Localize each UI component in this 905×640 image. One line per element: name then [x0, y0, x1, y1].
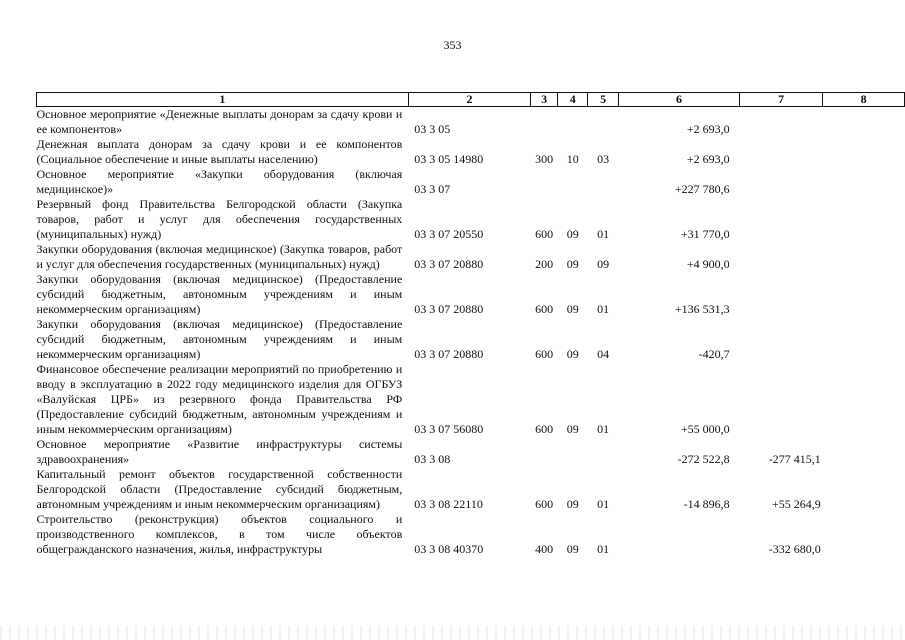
row-col8-cell [823, 107, 905, 138]
row-col5-cell [588, 107, 618, 138]
table-row [37, 512, 905, 557]
row-col8-cell [823, 197, 905, 242]
row-col3-cell [531, 167, 558, 197]
row-col8-cell [823, 272, 905, 317]
row-col8-cell [823, 512, 905, 557]
header-row [37, 93, 905, 107]
row-code-cell: 03 3 08 22110 [414, 497, 483, 511]
row-col5-cell: 01 [597, 227, 610, 241]
row-name-cell: Денежная выплата донорам за сдачу крови и ее компонентов (Социальное обеспечение и иные выплаты населению) [36, 137, 403, 166]
budget-table [36, 92, 905, 557]
row-col5-cell: 01 [597, 497, 610, 511]
row-col3-cell: 600 [535, 347, 554, 361]
row-col7-cell [740, 137, 823, 167]
row-col3-cell: 200 [535, 257, 554, 271]
header-col-5: 5 [588, 93, 618, 107]
row-col4-cell: 09 [566, 347, 579, 361]
header-col-2: 2 [408, 93, 531, 107]
row-col5-cell: 04 [597, 347, 610, 361]
row-col3-cell: 600 [535, 227, 554, 241]
scan-noise [0, 626, 905, 640]
table-row [37, 272, 905, 317]
row-col4-cell [558, 167, 588, 197]
row-col3-cell: 600 [535, 497, 554, 511]
row-col7-cell: -277 415,1 [768, 452, 821, 466]
row-code-cell: 03 3 07 20880 [414, 257, 484, 271]
row-col3-cell [531, 437, 558, 467]
row-col4-cell: 09 [566, 542, 579, 556]
row-name-cell: Капитальный ремонт объектов государственной собственности Белгородской области (Предоставление субсидий бюджетным, автономным учреждениям и иным некоммерческим организациям) [36, 467, 403, 511]
row-code-cell: 03 3 05 14980 [414, 152, 484, 166]
row-col6-cell: -272 522,8 [677, 452, 730, 466]
header-col-4: 4 [558, 93, 588, 107]
row-col8-cell [823, 242, 905, 272]
row-name-cell: Закупки оборудования (включая медицинское) (Предоставление субсидий бюджетным, автономным учреждениям и иным некоммерческим организациям) [36, 272, 403, 316]
row-col4-cell: 09 [566, 422, 579, 436]
row-col4-cell: 09 [566, 227, 579, 241]
row-name-cell: Финансовое обеспечение реализации мероприятий по приобретению и вводу в эксплуатацию в 2022 году медицинского изделия для ОГБУЗ «Валуйская ЦРБ» из резервного фонда Правительства РФ (Предоставление субсидий бюджетным, автономным учреждениям и иным некоммерческим организациям) [36, 362, 403, 436]
row-col7-cell [740, 362, 823, 437]
table-row [37, 467, 905, 512]
row-col4-cell: 09 [566, 257, 579, 271]
table-row [37, 362, 905, 437]
row-col4-cell: 10 [566, 152, 579, 166]
row-col8-cell [823, 437, 905, 467]
row-name-cell: Резервный фонд Правительства Белгородской области (Закупка товаров, работ и услуг для обеспечения государственных (муниципальных) нужд) [36, 197, 403, 241]
row-col6-cell: +2 693,0 [686, 152, 730, 166]
row-col7-cell [740, 242, 823, 272]
row-col4-cell [558, 107, 588, 138]
header-col-8: 8 [823, 93, 905, 107]
page-number: 353 [443, 38, 462, 52]
row-code-cell: 03 3 05 [414, 122, 451, 136]
table-row [37, 167, 905, 197]
row-code-cell: 03 3 08 40370 [414, 542, 484, 556]
header-col-7: 7 [740, 93, 823, 107]
row-col3-cell: 600 [535, 302, 554, 316]
row-col5-cell [588, 167, 618, 197]
row-name-cell: Закупки оборудования (включая медицинское) (Предоставление субсидий бюджетным, автономным учреждениям и иным некоммерческим организациям) [36, 317, 403, 361]
row-col5-cell: 01 [597, 542, 610, 556]
row-col8-cell [823, 317, 905, 362]
table-row [37, 197, 905, 242]
row-name-cell: Строительство (реконструкция) объектов социального и производственного комплексов, в том числе объектов общегражданского назначения, жилья, инфраструктуры [36, 512, 403, 556]
row-name-cell: Основное мероприятие «Денежные выплаты донорам за сдачу крови и ее компонентов» [36, 107, 403, 136]
row-name-cell: Основное мероприятие «Развитие инфраструктуры системы здравоохранения» [36, 437, 403, 466]
row-code-cell: 03 3 08 [414, 452, 451, 466]
row-col6-cell: +31 770,0 [680, 227, 730, 241]
row-col4-cell [558, 437, 588, 467]
table-row [37, 137, 905, 167]
row-col6-cell: -420,7 [698, 347, 730, 361]
row-col7-cell [740, 197, 823, 242]
row-col6-cell: -14 896,8 [683, 497, 730, 511]
row-name-cell: Закупки оборудования (включая медицинское) (Закупка товаров, работ и услуг для обеспечения государственных (муниципальных) нужд) [36, 242, 403, 271]
row-col4-cell: 09 [566, 302, 579, 316]
header-col-3: 3 [531, 93, 558, 107]
row-col5-cell: 01 [597, 302, 610, 316]
table-row [37, 107, 905, 138]
row-col5-cell: 01 [597, 422, 610, 436]
table-row [37, 317, 905, 362]
row-col7-cell [740, 317, 823, 362]
row-col8-cell [823, 467, 905, 512]
row-name-cell: Основное мероприятие «Закупки оборудования (включая медицинское)» [36, 167, 403, 196]
row-col7-cell: +55 264,9 [771, 497, 821, 511]
row-col3-cell [531, 107, 558, 138]
row-col5-cell: 09 [597, 257, 610, 271]
row-col6-cell: +4 900,0 [686, 257, 730, 271]
row-col6-cell [618, 512, 739, 557]
row-col8-cell [823, 137, 905, 167]
row-code-cell: 03 3 07 20880 [414, 347, 484, 361]
row-col5-cell: 03 [597, 152, 610, 166]
row-col4-cell: 09 [566, 497, 579, 511]
header-col-1: 1 [37, 93, 409, 107]
table-row [37, 437, 905, 467]
row-col6-cell: +2 693,0 [686, 122, 730, 136]
row-col7-cell: -332 680,0 [768, 542, 821, 556]
row-col6-cell: +55 000,0 [680, 422, 730, 436]
row-code-cell: 03 3 07 [414, 182, 451, 196]
row-col3-cell: 600 [535, 422, 554, 436]
row-col3-cell: 400 [535, 542, 554, 556]
row-col3-cell: 300 [535, 152, 554, 166]
row-col8-cell [823, 167, 905, 197]
row-col7-cell [740, 107, 823, 138]
row-col8-cell [823, 362, 905, 437]
row-col7-cell [740, 272, 823, 317]
row-col6-cell: +227 780,6 [674, 182, 730, 196]
row-col6-cell: +136 531,3 [674, 302, 730, 316]
row-col5-cell [588, 437, 618, 467]
row-code-cell: 03 3 07 20880 [414, 302, 484, 316]
row-code-cell: 03 3 07 56080 [414, 422, 484, 436]
row-col7-cell [740, 167, 823, 197]
row-code-cell: 03 3 07 20550 [414, 227, 484, 241]
table-row [37, 242, 905, 272]
header-col-6: 6 [618, 93, 739, 107]
